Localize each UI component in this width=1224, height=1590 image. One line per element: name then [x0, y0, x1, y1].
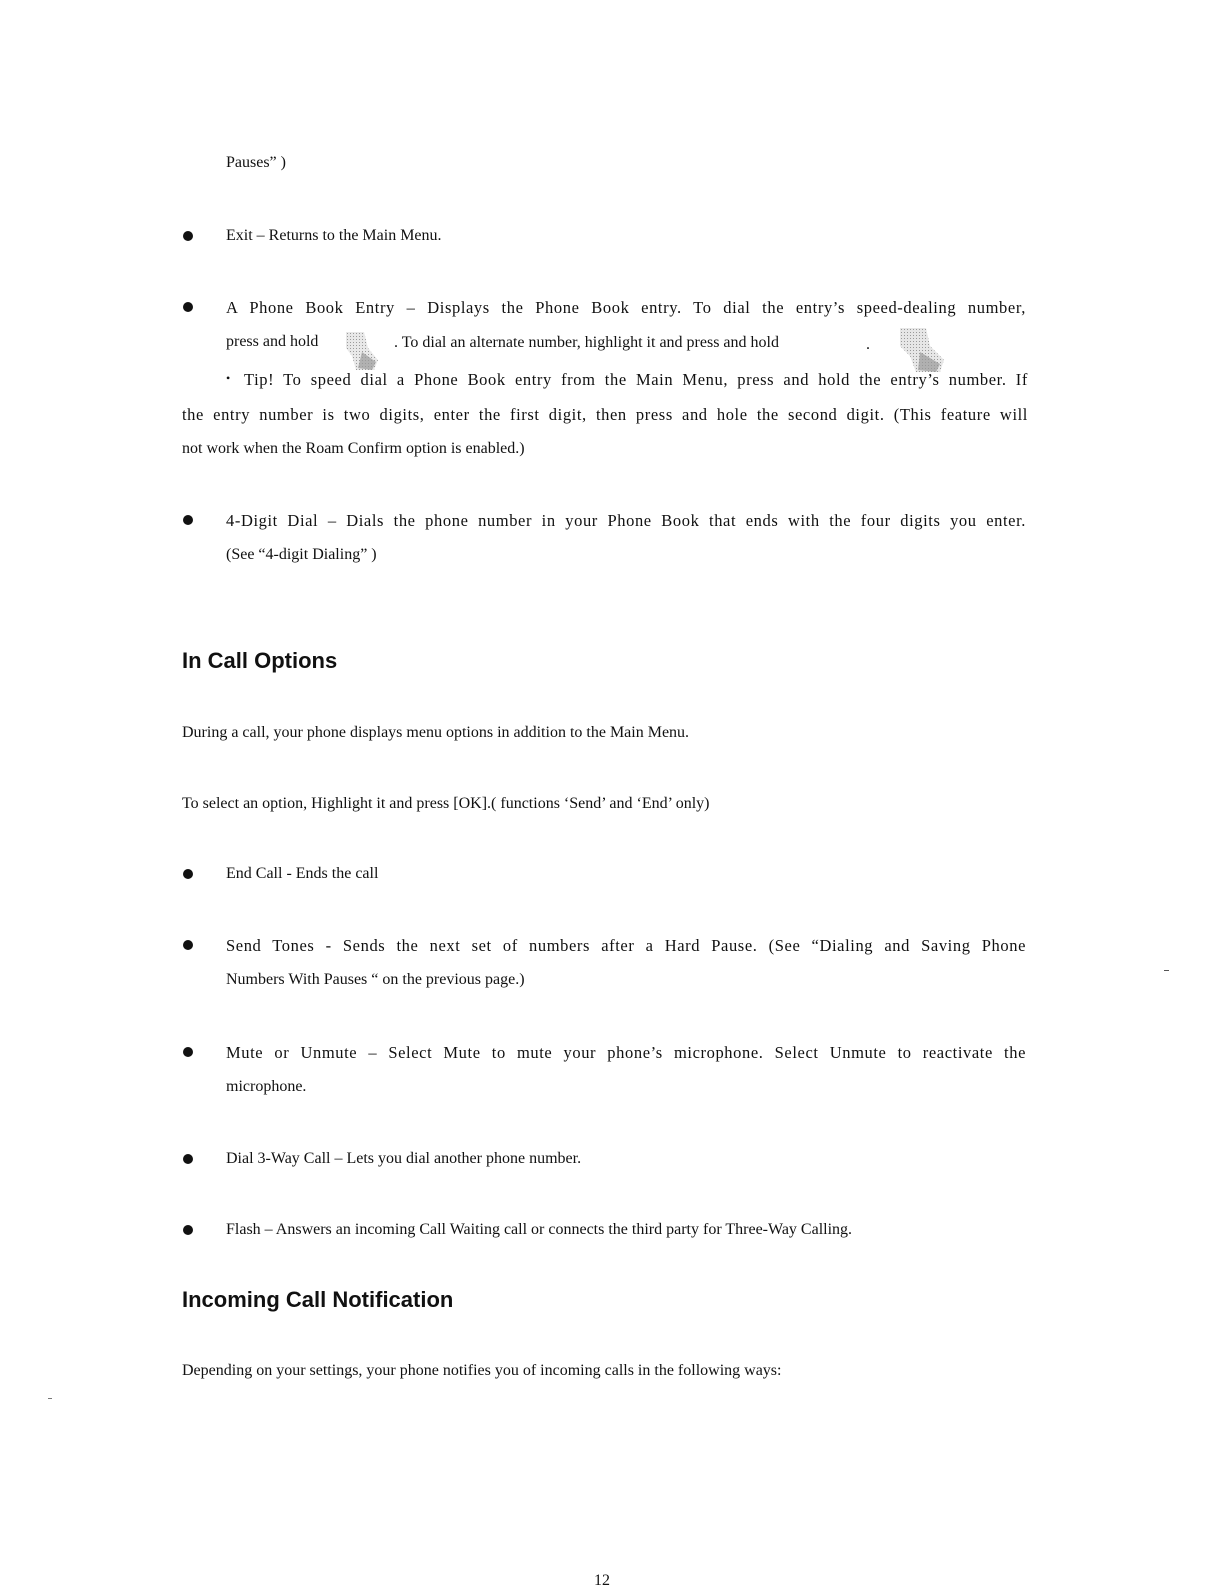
scan-mark [1164, 970, 1169, 971]
bullet-icon [183, 1225, 193, 1235]
send-key-icon [898, 326, 950, 376]
list-item-mute-line2: microphone. [226, 1078, 307, 1095]
bullet-icon [183, 940, 193, 950]
list-item-phonebook-line1: A Phone Book Entry – Displays the Phone Book entry. To dial the entry’s speed-dealing number, [226, 298, 1026, 317]
list-item-exit: Exit – Returns to the Main Menu. [226, 227, 442, 244]
list-item-4digit-line2: (See “4-digit Dialing” ) [226, 546, 377, 563]
bullet-icon [183, 302, 193, 312]
send-key-icon [344, 330, 384, 374]
section-heading-incoming-call: Incoming Call Notification [182, 1287, 454, 1312]
scan-mark [48, 1398, 52, 1399]
in-call-para2: To select an option, Highlight it and press [OK].( functions ‘Send’ and ‘End’ only) [182, 795, 710, 812]
section-heading-in-call-options: In Call Options [182, 648, 338, 673]
alternate-number-text: . To dial an alternate number, highlight it and press and hold [394, 334, 779, 351]
tip-bullet: • [226, 371, 231, 385]
list-item-3way: Dial 3-Way Call – Lets you dial another phone number. [226, 1150, 582, 1167]
bullet-icon [183, 1154, 193, 1164]
continuation-text: Pauses” ) [226, 154, 286, 171]
tip-line3: not work when the Roam Confirm option is enabled.) [182, 440, 525, 457]
list-item-end-call: End Call - Ends the call [226, 865, 379, 882]
bullet-icon [183, 1047, 193, 1057]
bullet-icon [183, 869, 193, 879]
bullet-icon [183, 515, 193, 525]
period-text: . [866, 336, 870, 353]
press-hold-text: press and hold [226, 333, 319, 350]
in-call-para1: During a call, your phone displays menu options in addition to the Main Menu. [182, 724, 690, 741]
list-item-send-tones-line2: Numbers With Pauses “ on the previous page.) [226, 971, 525, 988]
list-item-mute-line1: Mute or Unmute – Select Mute to mute your phone’s microphone. Select Unmute to reactivate the [226, 1043, 1026, 1062]
list-item-send-tones-line1: Send Tones - Sends the next set of numbers after a Hard Pause. (See “Dialing and Saving Phone [226, 936, 1026, 955]
tip-line2: the entry number is two digits, enter the first digit, then press and hole the second digit. (This feature will [182, 405, 1028, 424]
bullet-icon [183, 231, 193, 241]
list-item-flash: Flash – Answers an incoming Call Waiting call or connects the third party for Three-Way Calling. [226, 1221, 853, 1238]
tip-line1: Tip! To speed dial a Phone Book entry from the Main Menu, press and hold the entry’s number. If [244, 370, 1028, 389]
page-number: 12 [594, 1572, 610, 1589]
list-item-4digit-line1: 4-Digit Dial – Dials the phone number in your Phone Book that ends with the four digits you enter. [226, 511, 1026, 530]
incoming-para1: Depending on your settings, your phone notifies you of incoming calls in the following ways: [182, 1362, 782, 1379]
